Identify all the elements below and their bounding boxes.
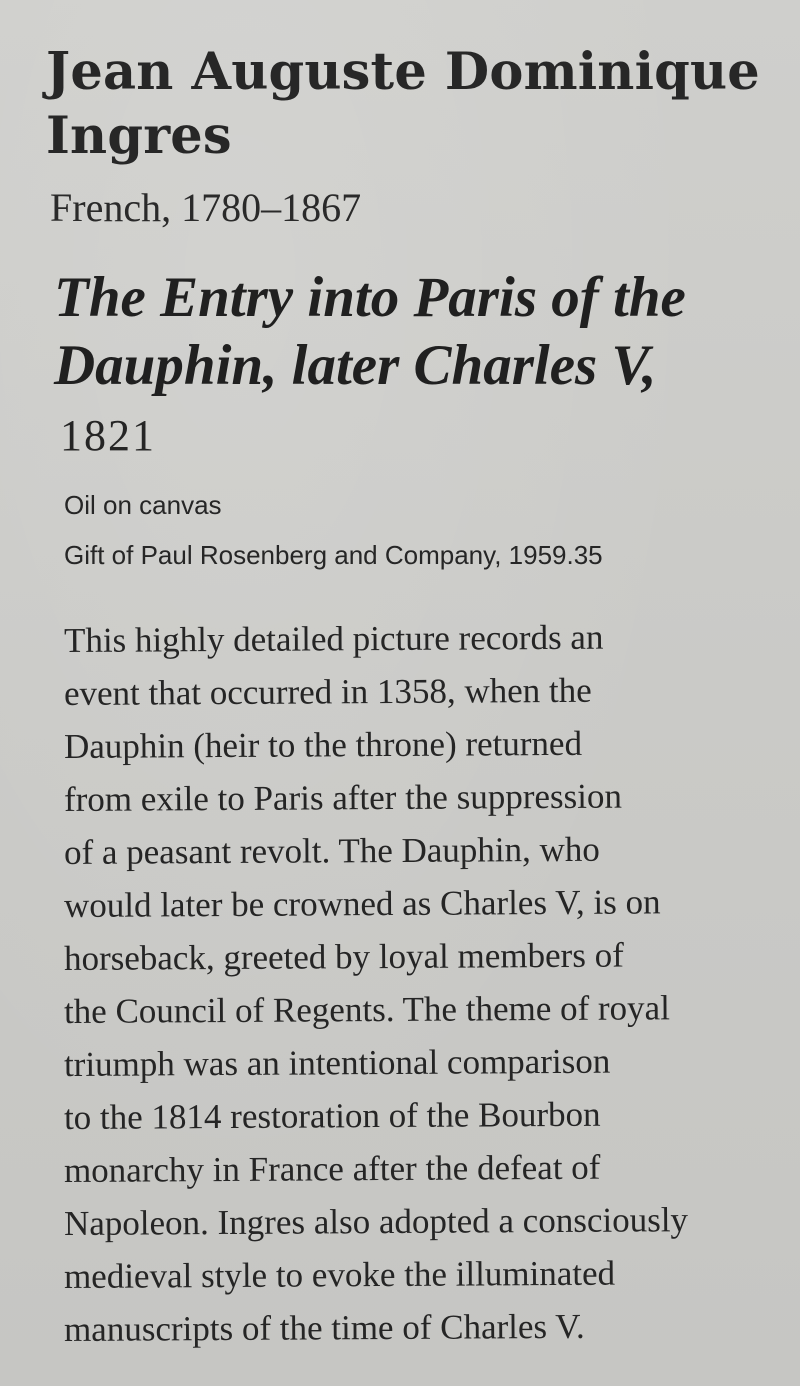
artwork-credit-line: Gift of Paul Rosenberg and Company, 1959.35 [64, 540, 603, 570]
description-line: to the 1814 restoration of the Bourbon [63, 1094, 601, 1137]
artwork-description [64, 614, 764, 1356]
artist-name: Jean Auguste Dominique Ingres [46, 42, 760, 166]
description-line: from exile to Paris after the suppression [63, 776, 623, 819]
description-line: manuscripts of the time of Charles V. [63, 1306, 585, 1349]
artwork-medium: Oil on canvas [64, 490, 222, 520]
artist-nationality-dates: French, 1780–1867 [50, 185, 362, 230]
description-line: monarchy in France after the defeat of [63, 1147, 601, 1190]
description-line: horseback, greeted by loyal members of [63, 935, 624, 978]
description-line: This highly detailed picture records an [63, 617, 604, 660]
description-line: triumph was an intentional comparison [63, 1041, 611, 1084]
description-line: Napoleon. Ingres also adopted a consciously [63, 1200, 689, 1243]
description-line: medieval style to evoke the illuminated [63, 1253, 616, 1296]
description-line: Dauphin (heir to the throne) returned [63, 723, 583, 766]
artwork-year: 1821 [60, 411, 156, 460]
description-line: the Council of Regents. The theme of royal [63, 988, 670, 1031]
description-line: would later be crowned as Charles V, is on [63, 882, 661, 925]
description-line: event that occurred in 1358, when the [63, 670, 592, 713]
artwork-title: The Entry into Paris of the Dauphin, later Charles V, [54, 266, 686, 397]
description-line: of a peasant revolt. The Dauphin, who [63, 829, 600, 872]
